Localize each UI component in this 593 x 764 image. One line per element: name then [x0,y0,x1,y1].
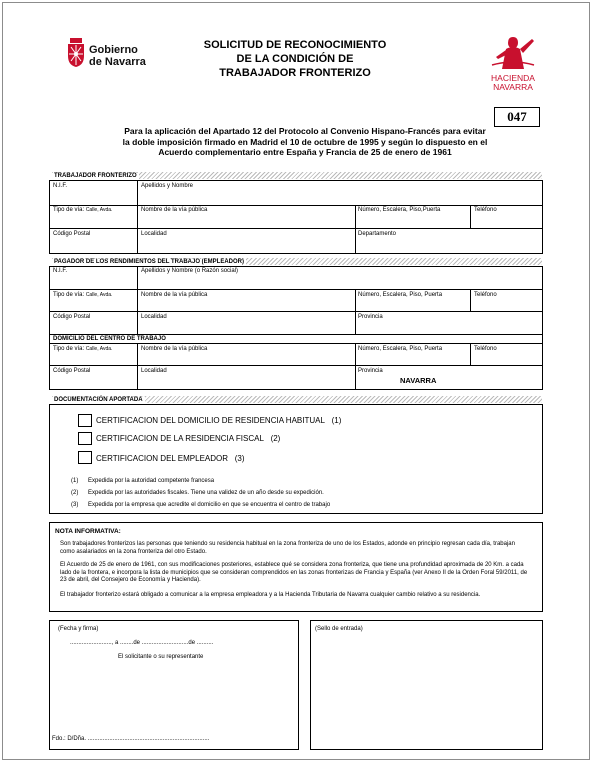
workplace-via-type-field[interactable] [53,346,112,352]
doc-item-ref: (2) [270,434,281,443]
worker-nif-field[interactable]: N.I.F. [53,183,68,189]
via-type-label: Tipo de vía: [53,207,85,213]
payer-number-field[interactable]: Número, Escalera, Piso, Puerta [358,292,443,298]
divider [137,180,138,254]
worker-postal-field[interactable]: Código Postal [53,231,91,237]
payer-section [49,266,543,390]
info-note-para-2: El Acuerdo de 25 de enero de 1961, con sus modificaciones posteriores, establece qué se considera zona fronteriza, que tiene una profundidad aproximada de 20 Km. a cada lado de la frontera, e incorpora la lista de municipios que se consideran comprendidos en las zonas fronterizas de Francia y España (ver Anexo II de la Orden Foral 59/2011, de 23 de abril, del Consejero de Economía y Hacienda). [60,562,528,583]
divider [355,205,356,254]
divider [470,289,471,311]
payer-section-title: PAGADOR DE LOS RENDIMIENTOS DEL TRABAJO (EMPLEADOR) [54,259,245,265]
certificate-fiscal-residence-label [96,434,280,443]
divider [49,289,543,290]
worker-street-field[interactable]: Nombre de la vía pública [141,207,208,213]
divider [137,343,138,390]
doc-note-1-text: Expedida por la autoridad competente francesa [88,478,215,484]
worker-department-field[interactable]: Departamento [358,231,397,237]
doc-note-2-num: (2) [71,490,79,496]
form-code: 047 [494,107,540,127]
doc-item-label: CERTIFICACION DEL EMPLEADOR [96,454,229,463]
stamp-label: (Sello de entrada) [315,626,363,632]
certificate-residence-label [96,416,341,425]
signature-signed-by: Fdo.: D/Dña. ......................................................................... [52,736,210,742]
divider [355,343,356,390]
divider [49,205,543,206]
workplace-postal-field[interactable]: Código Postal [53,368,91,374]
workplace-section-title: DOMICILIO DEL CENTRO DE TRABAJO [53,336,166,342]
intro-line-1: Para la aplicación del Apartado 12 del Protocolo al Convenio Hispano-Francés para evitar [124,126,486,136]
hacienda-figure-icon [488,35,538,71]
doc-note-1-num: (1) [71,478,79,484]
via-type-label: Tipo de vía: [53,346,85,352]
doc-note-3-text: Expedida por la empresa que acredite el domicilio en que se encuentra el centro de trabajo [88,502,331,508]
intro-line-2: la doble imposición firmado en Madrid el 10 de octubre de 1995 y según lo dispuesto en el [122,136,488,147]
hacienda-text-2: NAVARRA [493,82,533,92]
title-line-3: TRABAJADOR FRONTERIZO [219,67,371,79]
doc-item-label: CERTIFICACION DEL DOMICILIO DE RESIDENCIA HABITUAL [96,416,325,425]
divider [49,334,543,335]
via-hint: Calle, Avda. [85,346,113,352]
gobierno-navarra-logo [66,38,166,72]
workplace-number-field[interactable]: Número, Escalera, Piso, Puerta [358,346,443,352]
worker-name-field[interactable]: Apellidos y Nombre [141,183,194,189]
navarra-coat-of-arms-icon [66,38,86,68]
certificate-employer-checkbox[interactable] [78,451,92,464]
workplace-phone-field[interactable]: Teléfono [474,346,497,352]
form-title [175,38,415,80]
payer-locality-field[interactable]: Localidad [141,314,167,320]
payer-via-type-field[interactable] [53,292,112,298]
intro-line-3: Acuerdo complementario entre España y Francia de 25 de enero de 1961 [158,147,452,157]
signature-applicant: El solicitante o su representante [118,654,204,660]
divider [49,343,543,344]
doc-item-ref: (1) [331,416,342,425]
worker-section-title: TRABAJADOR FRONTERIZO [54,173,137,179]
info-note-para-1: Son trabajadores fronterizos las personas que teniendo su residencia habitual en la zona fronteriza de uno de los Estados, adonde en principio regresan cada día, trabajan como asalariados en la zona fronteriza del otro Estado. [60,541,515,555]
doc-note-2-text: Expedida por las autoridades fiscales. Tiene una validez de un año desde su expedición. [88,490,324,496]
workplace-province-value: NAVARRA [400,376,437,385]
worker-number-field[interactable]: Número, Escalera, Piso,Puerta [358,207,441,213]
signature-date-line: ........................., a ........de ............................de .......... [70,640,214,646]
payer-nif-field[interactable]: N.I.F. [53,268,68,274]
hacienda-text-1: HACIENDA [491,73,535,83]
divider [470,205,471,228]
info-note-title: NOTA INFORMATIVA: [55,528,121,535]
gobierno-logo-text-1: Gobierno [89,44,138,56]
payer-name-field[interactable]: Apellidos y Nombre (o Razón social) [141,268,239,274]
divider [470,343,471,365]
worker-locality-field[interactable]: Localidad [141,231,167,237]
payer-postal-field[interactable]: Código Postal [53,314,91,320]
stamp-box [310,620,543,750]
divider [355,289,356,334]
workplace-province-field[interactable]: Provincia [358,368,383,374]
via-type-label: Tipo de vía: [53,292,85,298]
payer-phone-field[interactable]: Teléfono [474,292,497,298]
doc-item-label: CERTIFICACION DE LA RESIDENCIA FISCAL [96,434,264,443]
workplace-locality-field[interactable]: Localidad [141,368,167,374]
intro-text [80,126,530,158]
doc-note-3-num: (3) [71,502,79,508]
payer-street-field[interactable]: Nombre de la vía pública [141,292,208,298]
payer-province-field[interactable]: Provincia [358,314,383,320]
signature-date-label: (Fecha y firma) [58,626,99,632]
divider [49,365,543,366]
hacienda-navarra-logo [478,35,548,95]
gobierno-logo-text-2: de Navarra [89,56,146,68]
documentation-section-title: DOCUMENTACIÓN APORTADA [54,397,143,403]
via-hint: Calle, Avda. [85,207,113,213]
certificate-residence-checkbox[interactable] [78,414,92,427]
worker-via-type-field[interactable] [53,207,112,213]
worker-section [49,180,543,254]
doc-item-ref: (3) [234,454,245,463]
certificate-employer-label [96,454,244,463]
divider [137,266,138,334]
divider [49,311,543,312]
title-line-1: SOLICITUD DE RECONOCIMIENTO [203,39,387,51]
via-hint: Calle, Avda. [85,292,113,298]
title-line-2: DE LA CONDICIÓN DE [236,53,354,65]
worker-phone-field[interactable]: Teléfono [474,207,497,213]
info-note-para-3: El trabajador fronterizo estará obligado a comunicar a la empresa empleadora y a la Hacienda Tributaria de Navarra cualquier cambio relativo a su residencia. [60,592,481,598]
divider [49,228,543,229]
certificate-fiscal-residence-checkbox[interactable] [78,432,92,445]
workplace-street-field[interactable]: Nombre de la vía pública [141,346,208,352]
